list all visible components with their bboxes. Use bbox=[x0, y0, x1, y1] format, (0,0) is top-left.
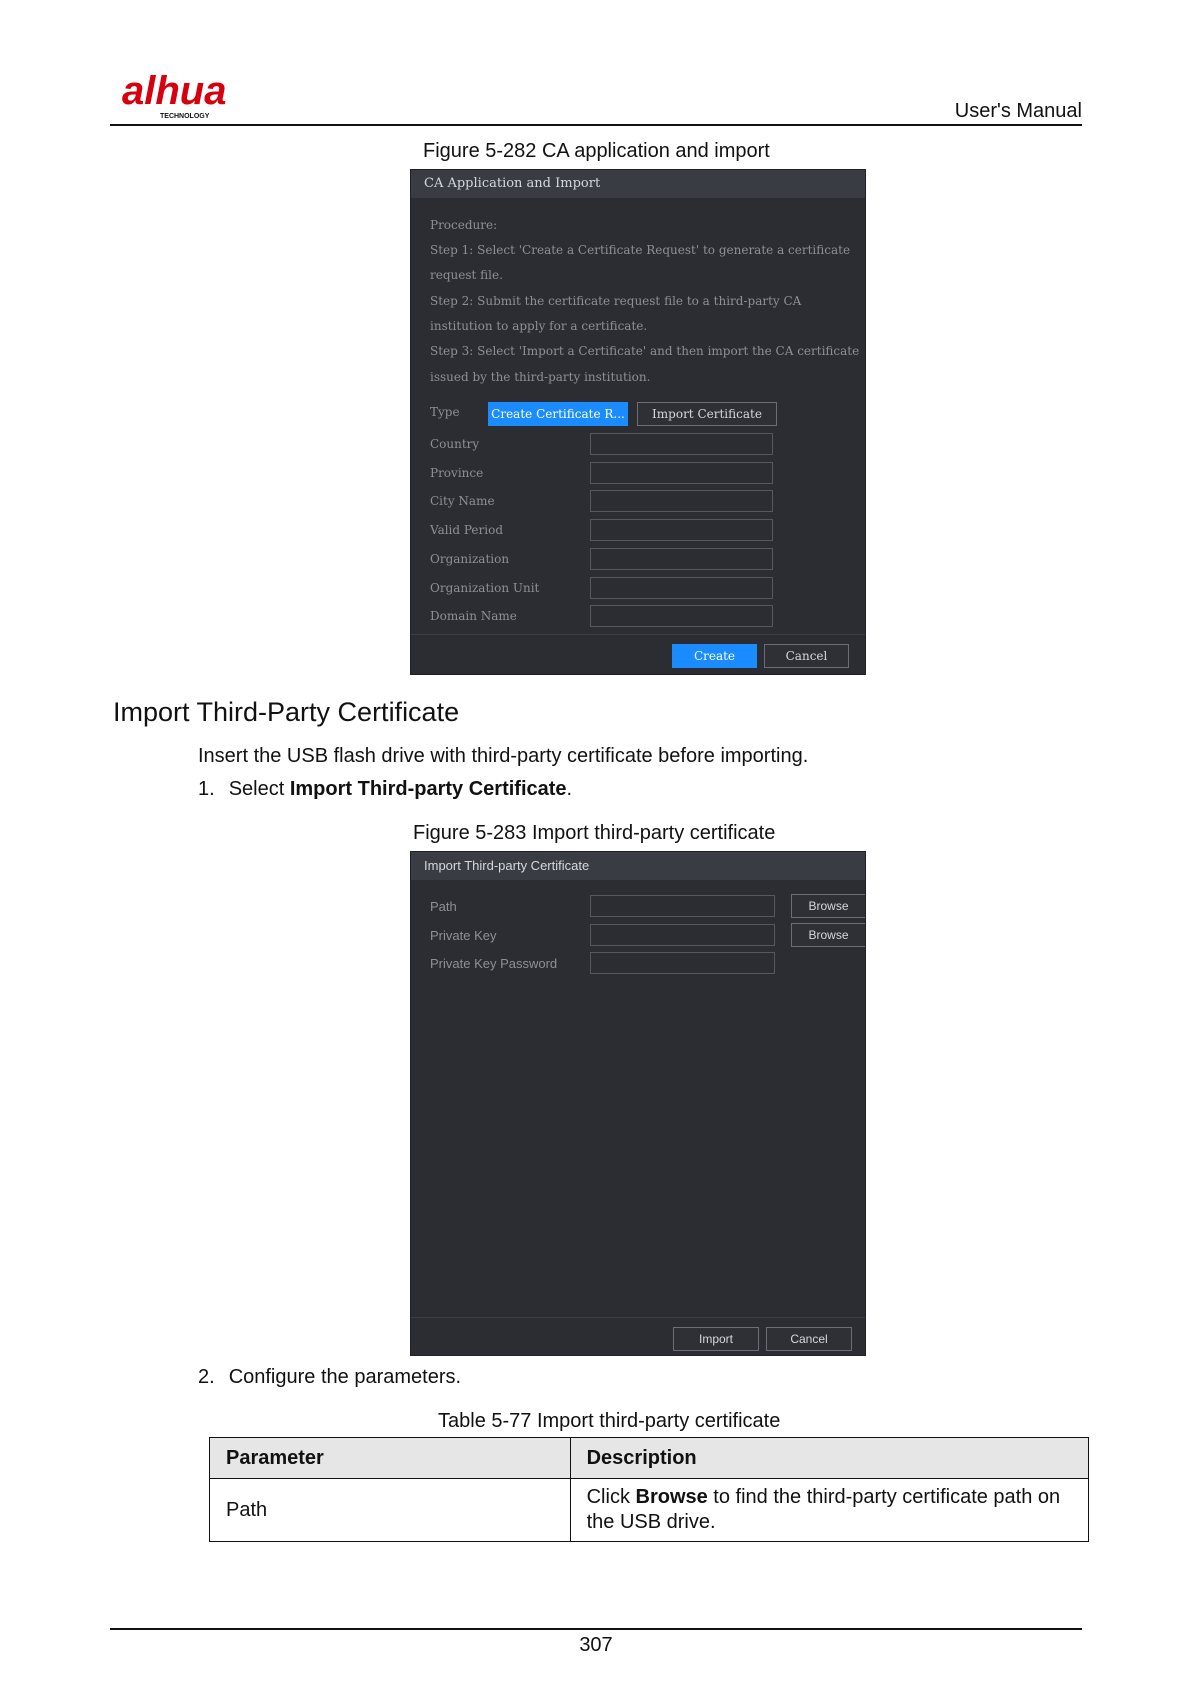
logo-text: alhua bbox=[122, 70, 227, 113]
private-key-label: Private Key bbox=[430, 928, 497, 943]
figure-282-caption: Figure 5-282 CA application and import bbox=[423, 140, 770, 162]
procedure-line: institution to apply for a certificate. bbox=[430, 319, 648, 333]
path-browse-button[interactable]: Browse bbox=[791, 894, 866, 918]
step-1 bbox=[198, 778, 572, 801]
parameter-table bbox=[209, 1437, 1089, 1542]
figure-283-caption: Figure 5-283 Import third-party certificate bbox=[413, 822, 776, 844]
bold-term: Browse bbox=[635, 1486, 708, 1508]
procedure-line: request file. bbox=[430, 268, 503, 282]
table-header-row bbox=[210, 1438, 1089, 1479]
cancel-button[interactable]: Cancel bbox=[764, 644, 849, 668]
path-field[interactable] bbox=[590, 895, 775, 917]
province-field[interactable] bbox=[590, 462, 773, 484]
private-key-browse-button[interactable]: Browse bbox=[791, 923, 866, 947]
organization-unit-field[interactable] bbox=[590, 577, 773, 599]
cancel-button[interactable]: Cancel bbox=[766, 1327, 852, 1351]
dialog-title: Import Third-party Certificate bbox=[411, 852, 865, 880]
ca-application-dialog bbox=[410, 169, 866, 675]
table-row bbox=[210, 1479, 1089, 1542]
column-header-parameter: Parameter bbox=[210, 1438, 571, 1479]
description-cell: Click Browse to find the third-party certificate path on the USB drive. bbox=[570, 1479, 1088, 1542]
import-certificate-tab[interactable]: Import Certificate bbox=[637, 402, 777, 426]
create-certificate-request-tab[interactable]: Create Certificate R... bbox=[488, 402, 628, 426]
step-2 bbox=[198, 1366, 461, 1389]
organization-field[interactable] bbox=[590, 548, 773, 570]
domain-name-field[interactable] bbox=[590, 605, 773, 627]
parameter-cell: Path bbox=[210, 1479, 571, 1542]
header-rule bbox=[110, 124, 1082, 126]
procedure-line: Procedure: bbox=[430, 218, 498, 232]
type-label: Type bbox=[430, 405, 460, 419]
dahua-logo bbox=[122, 70, 252, 122]
table-77-caption: Table 5-77 Import third-party certificate bbox=[438, 1410, 781, 1432]
footer-rule bbox=[110, 1628, 1082, 1630]
country-label: Country bbox=[430, 437, 480, 451]
procedure-line: Step 1: Select 'Create a Certificate Request' to generate a certificate bbox=[430, 243, 851, 257]
path-label: Path bbox=[430, 899, 457, 914]
import-button[interactable]: Import bbox=[673, 1327, 759, 1351]
private-key-password-label: Private Key Password bbox=[430, 956, 558, 971]
step-text: Select bbox=[228, 778, 290, 800]
dialog-footer-divider bbox=[411, 1317, 865, 1318]
step-bold-text: Import Third-party Certificate bbox=[289, 778, 567, 800]
city-name-field[interactable] bbox=[590, 490, 773, 512]
page-number: 307 bbox=[579, 1634, 613, 1656]
private-key-field[interactable] bbox=[590, 924, 775, 946]
city-name-label: City Name bbox=[430, 494, 495, 508]
organization-unit-label: Organization Unit bbox=[430, 581, 540, 595]
manual-title: User's Manual bbox=[954, 100, 1082, 122]
create-button[interactable]: Create bbox=[672, 644, 757, 668]
section-heading: Import Third-Party Certificate bbox=[113, 697, 460, 727]
valid-period-label: Valid Period bbox=[430, 523, 504, 537]
procedure-line: Step 2: Submit the certificate request file to a third-party CA bbox=[430, 294, 802, 308]
step-text: Configure the parameters. bbox=[228, 1366, 462, 1388]
organization-label: Organization bbox=[430, 552, 510, 566]
dialog-footer-divider bbox=[411, 634, 865, 635]
procedure-line: issued by the third-party institution. bbox=[430, 370, 651, 384]
procedure-line: Step 3: Select 'Import a Certificate' and then import the CA certificate bbox=[430, 344, 860, 358]
province-label: Province bbox=[430, 466, 484, 480]
import-third-party-dialog bbox=[410, 851, 866, 1356]
step-number: 2. bbox=[198, 1366, 215, 1388]
intro-paragraph: Insert the USB flash drive with third-party certificate before importing. bbox=[198, 745, 809, 767]
private-key-password-field[interactable] bbox=[590, 952, 775, 974]
step-text: . bbox=[566, 778, 573, 800]
logo-subtext: TECHNOLOGY bbox=[160, 113, 210, 120]
domain-name-label: Domain Name bbox=[430, 609, 517, 623]
country-field[interactable] bbox=[590, 433, 773, 455]
dialog-title: CA Application and Import bbox=[411, 170, 865, 198]
step-number: 1. bbox=[198, 778, 215, 800]
valid-period-field[interactable] bbox=[590, 519, 773, 541]
column-header-description: Description bbox=[570, 1438, 1088, 1479]
